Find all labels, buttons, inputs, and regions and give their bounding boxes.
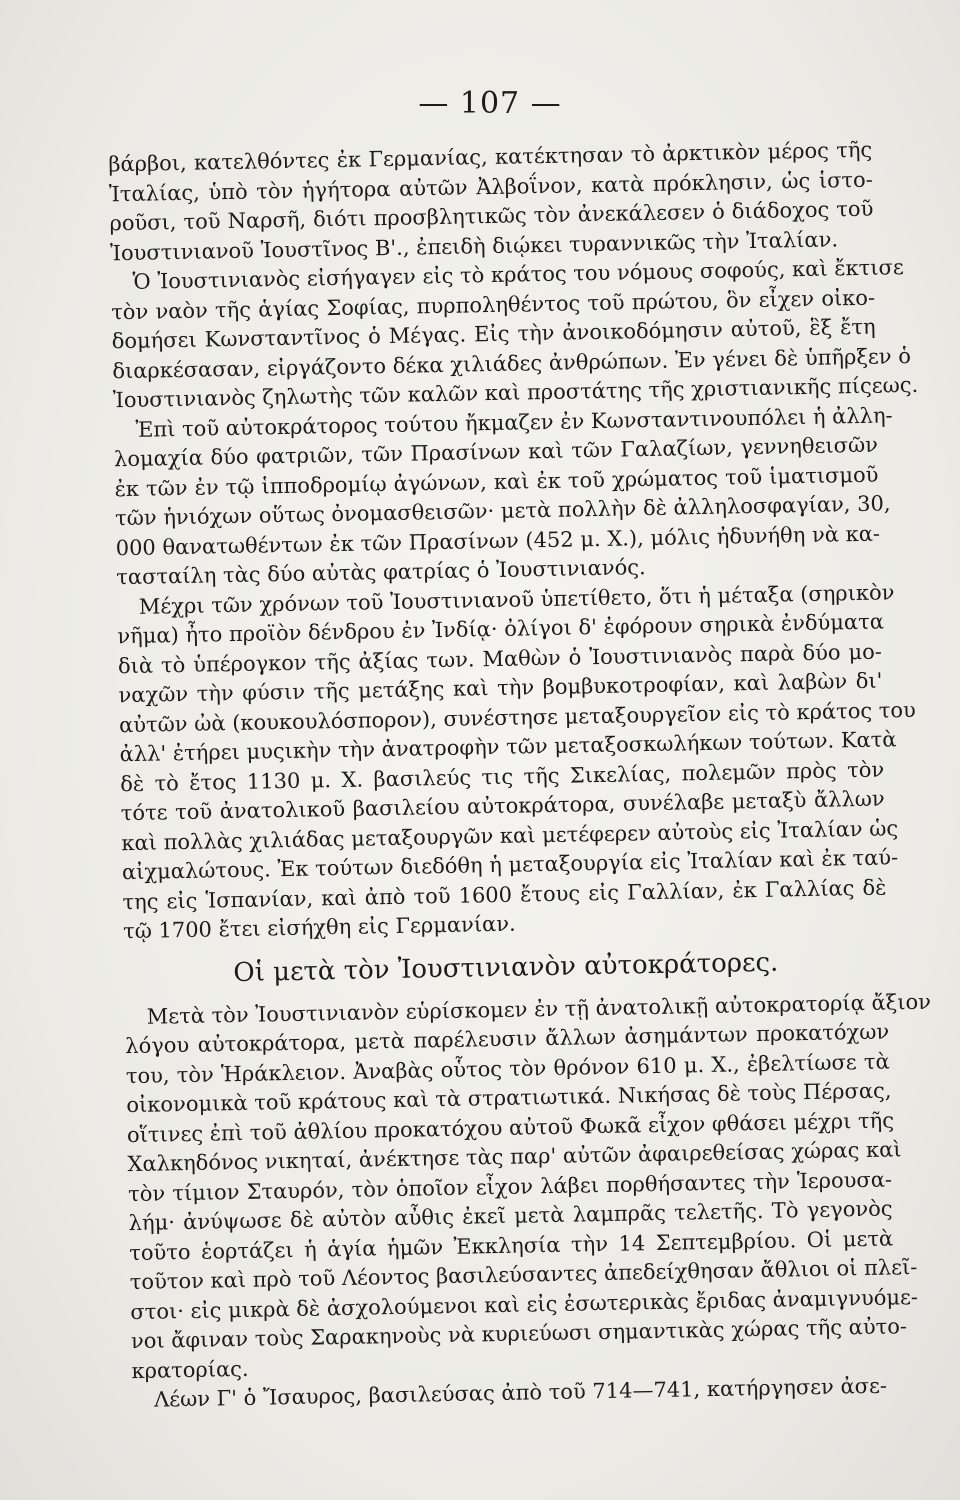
text-line: δὲ τὸ ἔτος 1130 μ. Χ. βασιλεύς τις τῆς Σικελίας, πολεμῶν πρὸς τὸν [120,757,885,796]
text-line: τῶν ἡνιόχων οὕτως ὀνομασθεισῶν· μετὰ πολλὴν δὲ ἀλληλοσφαγίαν, 30, [114,491,891,531]
text-line: λόγου αὐτοκράτορα, μετὰ παρέλευσιν ἄλλων ἀσημάντων προκατόχων [125,1019,890,1059]
text-line: Ἐπὶ τοῦ αὐτοκράτορος τούτου ἤκμαζεν ἐν Κωνσταντινουπόλει ἡ ἀλλη- [135,402,893,442]
text-line: τασταίλη τὰς δύο αὐτὰς φατρίας ὁ Ἰουστινιανός. [116,555,646,590]
text-line: ἐκ τῶν ἐν τῷ ἱπποδρομίῳ ἀγώνων, καὶ ἐκ τοῦ χρώματος τοῦ ἱματισμοῦ [114,462,879,501]
text-line: διὰ τὸ ὑπέρογκον τῆς ἀξίας των. Μαθὼν ὁ Ἰουστινιανὸς παρὰ δύο μο- [117,639,883,678]
text-line: τότε τοῦ ἀνατολικοῦ βασιλείου αὐτοκράτορα, συνέλαβε μεταξὺ ἄλλων [120,786,885,826]
paragraph [113,401,893,593]
section-heading: Οἱ μετὰ τὸν Ἰουστινιανὸν αὐτοκράτορες. [233,947,779,988]
text-line: ναχῶν τὴν φύσιν τῆς μετάξης καὶ τὴν βομβυκοτροφίαν, καὶ λαβὼν δι' [118,668,883,708]
text-line: τοῦτον καὶ πρὸ τοῦ Λέοντος βασιλεύσαντες ἀπεδείχθησαν ἄθλιοι οἱ πλεῖ- [129,1255,918,1295]
text-line: δομήσει Κωνσταντῖνος ὁ Μέγας. Εἰς τὴν ἀνοικοδόμησιν αὐτοῦ, ἓξ ἔτη [111,314,876,354]
text-line: του, τὸν Ἡράκλειον. Ἀναβὰς οὗτος τὸν θρόνον 610 μ. Χ., ἐβελτίωσε τὰ [125,1048,890,1088]
text-line: λομαχία δύο φατριῶν, τῶν Πρασίνων καὶ τῶν Γαλαζίων, γεννηθεισῶν [113,432,879,472]
text-line: της εἰς Ἱσπανίαν, καὶ ἀπὸ τοῦ 1600 ἔτους εἰς Γαλλίαν, ἐκ Γαλλίας δὲ [122,875,887,914]
text-line: Ὁ Ἰουστινιανὸς εἰσήγαγεν εἰς τὸ κράτος του νόμους σοφούς, καὶ ἔκτισε [132,255,904,294]
text-line: Ἰουστινιανὸς ζηλωτὴς τῶν καλῶν καὶ προστάτης τῆς χριστιανικῆς πίςεως. [112,372,919,413]
text-line: τὸν τίμιον Σταυρόν, τὸν ὁποῖον εἶχον λάβει πορθήσαντες τὴν Ἱερουσα- [127,1166,893,1206]
text-line: Λέων Γ' ὁ Ἴσαυρος, βασιλεύσας ἀπὸ τοῦ 714—741, κατήργησεν ἀσε- [153,1373,888,1412]
text-line: τὸν ναὸν τῆς ἁγίας Σοφίας, πυρποληθέντος τοῦ πρώτου, ὃν εἶχεν οἰκο- [110,285,876,324]
text-line: Μέχρι τῶν χρόνων τοῦ Ἰουστινιανοῦ ὑπετίθετο, ὅτι ἡ μέταξα (σηρικὸν [138,579,895,619]
text-line: νοι ἄφιναν τοὺς Σαρακηνοὺς νὰ κυριεύωσι σημαντικὰς χώρας τῆς αὐτο- [130,1314,908,1354]
text-line: αἰχμαλώτους. Ἐκ τούτων διεδόθη ἡ μεταξουργία εἰς Ἰταλίαν καὶ ἐκ ταύ- [121,845,899,885]
paragraph [117,578,917,947]
text-line: βάρβοι, κατελθόντες ἐκ Γερμανίας, κατέκτησαν τὸ ἀρκτικὸν μέρος τῆς [108,137,873,177]
paragraphs-before-heading [108,136,919,947]
text-line: Μετὰ τὸν Ἰουστινιανὸν εὑρίσκομεν ἐν τῇ ἀνατολικῇ αὐτοκρατορίᾳ ἄξιον [146,989,932,1029]
text-line: τοῦτο ἑορτάζει ἡ ἁγία ἡμῶν Ἐκκλησία τὴν 14 Σεπτεμβρίου. Οἱ μετὰ [129,1225,894,1265]
text-line: Ἰουστινιανοῦ Ἰουστῖνος Β'., ἐπειδὴ διῴκει τυραννικῶς τὴν Ἰταλίαν. [109,226,839,265]
text-line: Χαλκηδόνος νικηταί, ἀνέκτησε τὰς παρ' αὐτῶν ἀφαιρεθείσας χώρας καὶ [127,1137,902,1177]
text-line: οἵτινες ἐπὶ τοῦ ἀθλίου προκατόχου αὐτοῦ Φωκᾶ εἶχον φθάσει μέχρι τῆς [126,1107,895,1147]
page-number: — 107 — [418,86,562,121]
paragraph [108,136,874,269]
text-line: ροῦσι, τοῦ Ναρσῆ, διότι προσβλητικῶς τὸν ἀνεκάλεσεν ὁ διάδοχος τοῦ [109,196,874,236]
text-block [108,136,932,1416]
text-line: στοι· εἰς μικρὰ δὲ ἀσχολούμενοι καὶ εἰς ἐσωτερικὰς ἔριδας ἀναμιγνυόμε- [130,1284,919,1324]
text-line: ἀλλ' ἐτήρει μυςικὴν τὴν ἀνατροφὴν τῶν μεταξοσκωλήκων τούτων. Κατὰ [119,727,897,767]
paragraphs-after-heading [124,988,932,1416]
text-line: 000 θανατωθέντων ἐκ τῶν Πρασίνων (452 μ. Χ.), μόλις ἠδυνήθη νὰ κα- [115,521,881,560]
paragraph [110,254,919,416]
text-line: νῆμα) ἦτο προϊὸν δένδρου ἐν Ἰνδίᾳ· ὀλίγοι δ' ἐφόρουν σηρικὰ ἐνδύματα [117,609,885,649]
paragraph [124,988,932,1386]
text-line: διαρκέσασαν, εἰργάζοντο δέκα χιλιάδες ἀνθρώπων. Ἐν γένει δὲ ὑπῆρξεν ὁ [112,343,912,383]
text-line: λήμ· ἀνύψωσε δὲ αὐτὸν αὖθις ἐκεῖ μετὰ λαμπρᾶς τελετῆς. Τὸ γεγονὸς [128,1196,893,1236]
text-line: οἰκονομικὰ τοῦ κράτους καὶ τὰ στρατιωτικά. Νικήσας δὲ τοὺς Πέρσας, [126,1078,892,1118]
text-line: αὐτῶν ὠὰ (κουκουλόσπορον), συνέστησε μεταξουργεῖον εἰς τὸ κράτος του [118,697,917,737]
text-line: καὶ πολλὰς χιλιάδας μεταξουργῶν καὶ μετέφερεν αὐτοὺς εἰς Ἰταλίαν ὡς [121,815,899,855]
text-line: τῷ 1700 ἔτει εἰσήχθη εἰς Γερμανίαν. [122,911,516,944]
text-line: κρατορίας. [131,1356,249,1383]
text-line: Ἰταλίας, ὑπὸ τὸν ἡγήτορα αὐτῶν Ἀλβοΐνον, κατὰ πρόκλησιν, ὡς ἱστο- [108,167,873,206]
